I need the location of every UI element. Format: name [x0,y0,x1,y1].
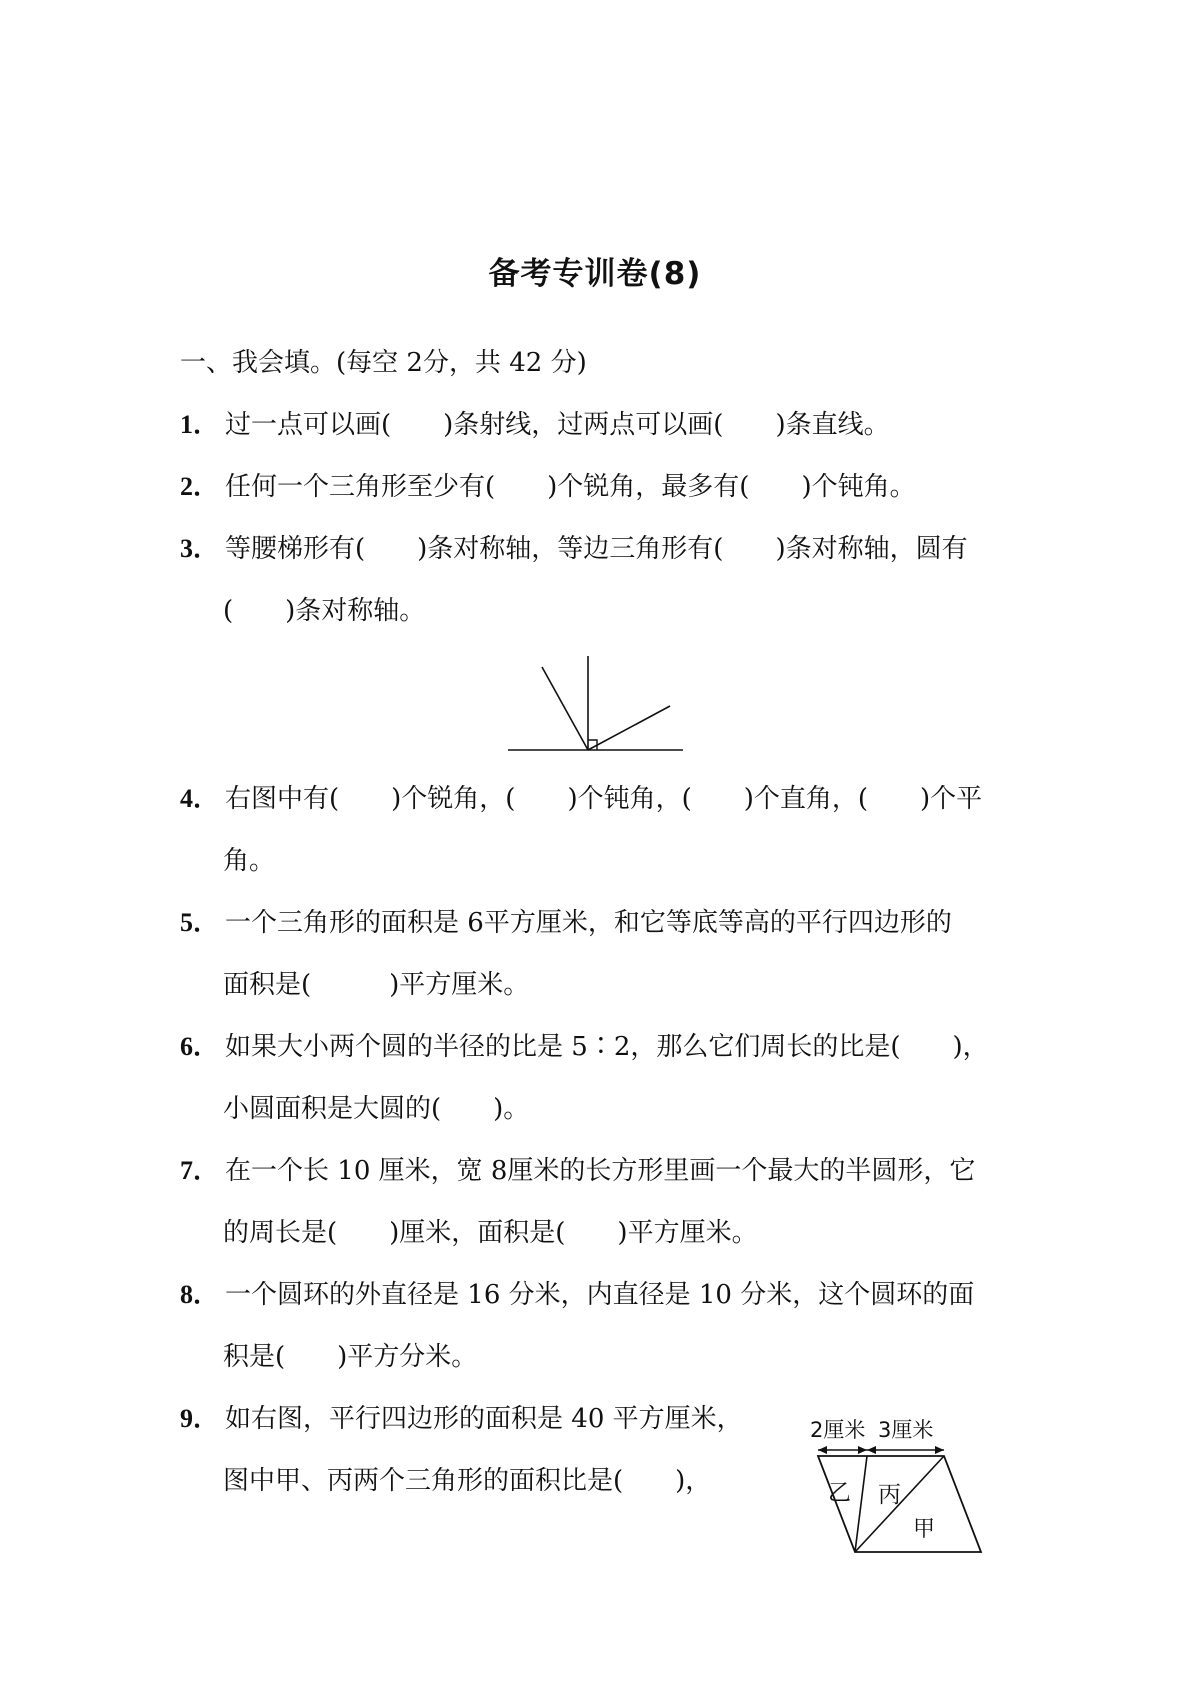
question-number: 7． [180,1156,220,1185]
arrow-head [935,1446,944,1454]
question-4-continued: 角。 [223,846,276,876]
region-jia: 甲 [913,1517,936,1542]
question-1 [180,408,890,442]
question-6 [180,1030,989,1064]
question-number: 2． [180,472,220,501]
question-8-continued: 积是( )平方分米。 [223,1342,478,1372]
divider-yi-bing [855,1456,867,1552]
left-ray [542,667,588,750]
question-2 [180,470,916,504]
question-number: 9． [180,1404,220,1433]
question-3-continued: ( )条对称轴。 [223,596,426,626]
question-number: 6． [180,1032,220,1061]
section-heading: 一、我会填。(每空 2分，共 42 分) [180,348,587,378]
question-text: 右图中有( )个锐角，( )个钝角，( )个直角，( )个平 [225,784,983,814]
right-ray [588,706,670,750]
arrow-head [818,1446,827,1454]
question-8 [180,1278,974,1312]
question-text: 在一个长 10 厘米，宽 8厘米的长方形里画一个最大的半圆形，它 [225,1156,976,1186]
question-9-continued: 图中甲、丙两个三角形的面积比是( )， [223,1466,712,1496]
question-text: 如果大小两个圆的半径的比是 5∶2，那么它们周长的比是( )， [225,1032,989,1062]
question-5-continued: 面积是( )平方厘米。 [223,970,530,1000]
question-7-continued: 的周长是( )厘米，面积是( )平方厘米。 [223,1218,758,1248]
question-text: 如右图，平行四边形的面积是 40 平方厘米， [225,1404,743,1434]
question-number: 5． [180,908,220,937]
region-bing: 丙 [878,1482,901,1508]
question-5 [180,906,952,940]
question-text: 过一点可以画( )条射线，过两点可以画( )条直线。 [225,410,890,440]
question-number: 1． [180,410,220,439]
arrow-head [858,1446,867,1454]
page-title: 备考专训卷(8) [488,256,702,292]
question-text: 一个三角形的面积是 6平方厘米，和它等底等高的平行四边形的 [225,908,952,938]
label-3cm: 3厘米 [878,1418,934,1442]
question-text: 等腰梯形有( )条对称轴，等边三角形有( )条对称轴，圆有 [225,534,968,564]
question-4 [180,782,982,816]
question-3 [180,532,968,566]
question-number: 4． [180,784,220,813]
arrow-head [867,1446,876,1454]
angle-figure [500,650,690,760]
question-text: 一个圆环的外直径是 16 分米，内直径是 10 分米，这个圆环的面 [225,1280,975,1310]
region-yi: 乙 [828,1480,851,1506]
question-7 [180,1154,975,1188]
question-text: 任何一个三角形至少有( )个锐角，最多有( )个钝角。 [225,472,916,502]
label-2cm: 2厘米 [810,1418,866,1442]
question-9 [180,1402,743,1436]
question-6-continued: 小圆面积是大圆的( )。 [223,1094,530,1124]
parallelogram-figure [800,1408,1000,1558]
question-number: 8． [180,1280,220,1309]
question-number: 3． [180,534,220,563]
